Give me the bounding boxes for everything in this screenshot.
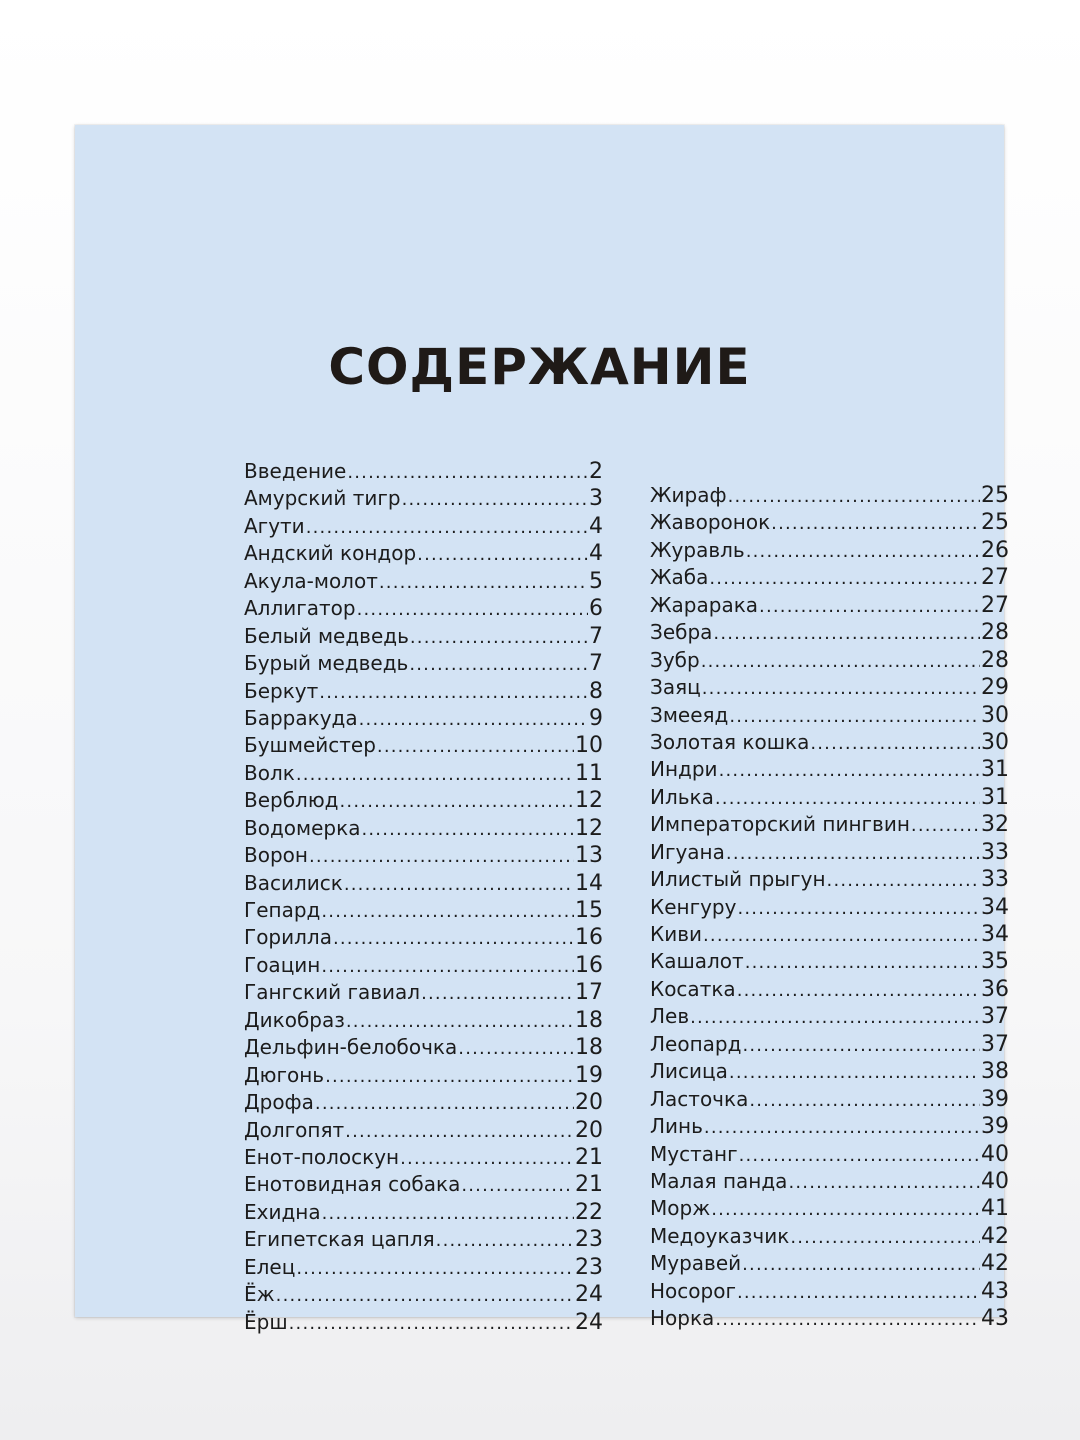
toc-entry-page-number: 25 — [981, 510, 1009, 536]
toc-entry-title: Волк — [244, 760, 295, 785]
toc-entry — [650, 1113, 1009, 1140]
toc-leader-dots — [788, 1169, 980, 1196]
toc-entry — [650, 1086, 1009, 1113]
toc-entry-title: Золотая кошка — [650, 729, 810, 754]
toc-leader-dots — [715, 785, 980, 812]
toc-entry-title: Зубр — [650, 647, 700, 672]
toc-entry-page-number: 37 — [981, 1004, 1009, 1030]
toc-entry — [244, 485, 603, 512]
toc-leader-dots — [309, 843, 574, 870]
toc-entry — [650, 976, 1009, 1003]
toc-entry-title: Елец — [244, 1254, 296, 1279]
toc-leader-dots — [321, 898, 574, 925]
toc-entry-title: Илистый прыгун — [650, 867, 826, 892]
toc-entry-page-number: 31 — [981, 757, 1009, 783]
toc-entry-title: Линь — [650, 1114, 703, 1139]
toc-entry — [650, 619, 1009, 646]
toc-entry-title: Малая панда — [650, 1168, 788, 1193]
toc-entry — [244, 870, 603, 897]
toc-leader-dots — [340, 788, 574, 815]
toc-entry — [650, 564, 1009, 591]
toc-entry-title: Индри — [650, 757, 718, 782]
toc-entry-page-number: 16 — [575, 952, 603, 978]
toc-leader-dots — [702, 675, 980, 702]
toc-leader-dots — [771, 510, 980, 537]
toc-entry-title: Дельфин-белобочка — [244, 1035, 458, 1060]
toc-entry — [244, 760, 603, 787]
toc-entry-page-number: 36 — [981, 976, 1009, 1002]
toc-leader-dots — [711, 1196, 980, 1223]
toc-entry-page-number: 30 — [981, 729, 1009, 755]
toc-entry-title: Дюгонь — [244, 1062, 325, 1087]
toc-leader-dots — [810, 730, 980, 757]
page-title: СОДЕРЖАНИЕ — [328, 338, 751, 396]
toc-entry-page-number: 25 — [981, 483, 1009, 508]
toc-entry-title: Бушмейстер — [244, 733, 376, 758]
toc-leader-dots — [377, 733, 574, 760]
toc-entry — [650, 1223, 1009, 1250]
toc-leader-dots — [737, 895, 980, 922]
toc-entry-title: Жарарака — [650, 592, 759, 617]
toc-entry — [650, 1195, 1009, 1222]
toc-entry — [650, 839, 1009, 866]
toc-leader-dots — [729, 703, 980, 730]
toc-column-left — [244, 458, 603, 1336]
toc-entry-title: Ёж — [244, 1282, 275, 1307]
toc-entry-title: Гепард — [244, 898, 321, 922]
toc-entry-page-number: 33 — [981, 867, 1009, 893]
toc-entry-page-number: 4 — [589, 513, 603, 539]
toc-entry — [244, 897, 603, 924]
toc-entry-title: Белый медведь — [244, 623, 409, 648]
toc-entry — [244, 1226, 603, 1253]
toc-entry-title: Амурский тигр — [244, 486, 401, 511]
toc-entry — [244, 568, 603, 595]
toc-entry — [650, 647, 1009, 674]
toc-entry-page-number: 35 — [981, 949, 1009, 975]
toc-entry-title: Медоуказчик — [650, 1223, 790, 1248]
toc-entry-page-number: 8 — [589, 678, 603, 704]
toc-entry-title: Мустанг — [650, 1141, 738, 1166]
toc-entry-title: Киви — [650, 922, 702, 946]
toc-entry-page-number: 26 — [981, 537, 1009, 563]
toc-entry-title: Египетская цапля — [244, 1227, 435, 1252]
toc-leader-dots — [742, 1032, 980, 1059]
toc-entry-title: Лев — [650, 1004, 690, 1029]
toc-leader-dots — [709, 565, 980, 592]
toc-entry-title: Ехидна — [244, 1199, 321, 1224]
toc-leader-dots — [745, 949, 980, 976]
toc-entry — [650, 921, 1009, 948]
toc-leader-dots — [333, 925, 574, 952]
toc-leader-dots — [461, 1172, 574, 1199]
toc-leader-dots — [728, 483, 980, 510]
toc-leader-dots — [690, 1004, 980, 1031]
toc-entry — [244, 595, 603, 622]
toc-entry — [244, 623, 603, 650]
toc-entry-title: Кенгуру — [650, 894, 737, 919]
toc-entry-title: Гангский гавиал — [244, 980, 421, 1005]
toc-entry-page-number: 30 — [981, 702, 1009, 728]
toc-entry-page-number: 32 — [981, 812, 1009, 838]
toc-leader-dots — [276, 1282, 574, 1309]
toc-entry-page-number: 39 — [981, 1086, 1009, 1112]
toc-entry-page-number: 22 — [575, 1199, 603, 1225]
toc-entry-page-number: 5 — [589, 568, 603, 594]
toc-entry-title: Барракуда — [244, 705, 358, 730]
toc-entry-title: Беркут — [244, 678, 319, 703]
toc-leader-dots — [737, 1279, 980, 1306]
toc-entry-page-number: 4 — [589, 541, 603, 567]
toc-leader-dots — [379, 569, 588, 596]
toc-entry — [244, 1034, 603, 1061]
toc-entry-title: Императорский пингвин — [650, 812, 910, 837]
toc-entry — [650, 592, 1009, 619]
toc-entry-page-number: 28 — [981, 620, 1009, 646]
toc-leader-dots — [719, 757, 980, 784]
toc-entry-title: Морж — [650, 1196, 711, 1221]
toc-entry-title: Жаворонок — [650, 510, 771, 535]
toc-entry-page-number: 23 — [575, 1227, 603, 1253]
toc-entry-title: Аллигатор — [244, 596, 356, 621]
toc-entry-title: Енот-полоскун — [244, 1144, 400, 1169]
toc-entry-page-number: 11 — [575, 760, 603, 786]
toc-entry-title: Дрофа — [244, 1090, 314, 1115]
toc-entry-page-number: 43 — [981, 1278, 1009, 1304]
toc-entry-page-number: 17 — [575, 980, 603, 1006]
toc-leader-dots — [742, 1251, 980, 1278]
toc-entry-title: Андский кондор — [244, 541, 417, 566]
toc-leader-dots — [409, 651, 588, 678]
toc-leader-dots — [296, 1255, 574, 1282]
toc-entry-page-number: 29 — [981, 675, 1009, 701]
toc-entry-title: Кашалот — [650, 949, 744, 974]
toc-entry-title: Енотовидная собака — [244, 1172, 461, 1197]
toc-leader-dots — [701, 648, 980, 675]
toc-entry-title: Введение — [244, 459, 347, 483]
toc-leader-dots — [759, 593, 980, 620]
toc-entry — [650, 1031, 1009, 1058]
toc-leader-dots — [346, 1008, 574, 1035]
toc-leader-dots — [306, 514, 588, 541]
toc-entry — [650, 1250, 1009, 1277]
toc-entry-page-number: 41 — [981, 1196, 1009, 1222]
toc-leader-dots — [704, 1114, 980, 1141]
toc-entry-title: Василиск — [244, 870, 343, 895]
toc-entry-title: Норка — [650, 1306, 715, 1331]
toc-leader-dots — [715, 1306, 980, 1333]
toc-leader-dots — [315, 1090, 574, 1117]
toc-entry-title: Илька — [650, 784, 714, 809]
toc-entry — [650, 948, 1009, 975]
toc-entry-page-number: 24 — [575, 1309, 603, 1335]
toc-entry-page-number: 33 — [981, 839, 1009, 865]
toc-entry-title: Журавль — [650, 537, 745, 562]
toc-entry-title: Агути — [244, 513, 305, 538]
toc-entry-page-number: 28 — [981, 647, 1009, 673]
toc-entry-page-number: 20 — [575, 1090, 603, 1116]
toc-entry — [244, 732, 603, 759]
toc-entry-title: Косатка — [650, 976, 736, 1001]
toc-entry-title: Ворон — [244, 843, 308, 868]
toc-entry — [244, 842, 603, 869]
toc-entry-page-number: 2 — [589, 459, 603, 484]
toc-entry-title: Верблюд — [244, 788, 339, 813]
toc-entry — [650, 509, 1009, 536]
toc-entry — [650, 674, 1009, 701]
toc-entry-page-number: 15 — [575, 898, 603, 923]
toc-entry-title: Долгопят — [244, 1117, 345, 1142]
toc-entry-title: Леопард — [650, 1031, 742, 1056]
toc-entry — [650, 894, 1009, 921]
toc-leader-dots — [749, 1087, 980, 1114]
toc-entry-page-number: 34 — [981, 922, 1009, 947]
toc-entry-page-number: 24 — [575, 1282, 603, 1308]
toc-entry-title: Лисица — [650, 1059, 728, 1084]
toc-entry — [244, 1171, 603, 1198]
toc-leader-dots — [322, 1200, 574, 1227]
toc-entry-page-number: 37 — [981, 1031, 1009, 1057]
toc-entry — [650, 537, 1009, 564]
book-page — [75, 125, 1009, 1335]
toc-entry — [650, 1278, 1009, 1305]
toc-entry — [244, 1007, 603, 1034]
toc-entry-title: Горилла — [244, 925, 332, 950]
toc-entry — [244, 513, 603, 540]
toc-entry-title: Водомерка — [244, 815, 361, 840]
toc-leader-dots — [296, 761, 574, 788]
toc-entry — [244, 540, 603, 567]
toc-entry — [244, 1089, 603, 1116]
toc-entry — [244, 924, 603, 951]
toc-leader-dots — [344, 871, 574, 898]
toc-entry-page-number: 21 — [575, 1144, 603, 1170]
toc-entry-title: Зебра — [650, 620, 713, 645]
toc-entry-page-number: 42 — [981, 1251, 1009, 1277]
toc-entry — [650, 702, 1009, 729]
toc-entry-title: Дикобраз — [244, 1007, 345, 1032]
toc-entry — [650, 784, 1009, 811]
toc-entry-page-number: 38 — [981, 1059, 1009, 1085]
toc-entry — [244, 1254, 603, 1281]
toc-entry — [650, 729, 1009, 756]
toc-entry — [650, 1141, 1009, 1168]
toc-entry-title: Жаба — [650, 565, 709, 590]
toc-entry — [244, 458, 603, 485]
toc-leader-dots — [746, 538, 980, 565]
toc-entry — [244, 1281, 603, 1308]
toc-leader-dots — [737, 977, 980, 1004]
toc-leader-dots — [417, 541, 588, 568]
toc-leader-dots — [911, 812, 980, 839]
toc-leader-dots — [325, 1063, 574, 1090]
toc-entry — [650, 1305, 1009, 1332]
toc-entry-page-number: 34 — [981, 894, 1009, 920]
toc-entry-page-number: 18 — [575, 1007, 603, 1033]
toc-leader-dots — [410, 624, 588, 651]
toc-leader-dots — [361, 816, 574, 843]
toc-entry-page-number: 16 — [575, 925, 603, 951]
toc-leader-dots — [739, 1142, 980, 1169]
toc-leader-dots — [357, 596, 588, 623]
toc-entry-title: Муравей — [650, 1251, 742, 1276]
toc-entry-title: Бурый медведь — [244, 651, 409, 676]
toc-entry — [244, 1309, 603, 1336]
toc-entry — [244, 1144, 603, 1171]
toc-entry — [244, 1117, 603, 1144]
toc-entry-page-number: 40 — [981, 1141, 1009, 1167]
toc-leader-dots — [421, 980, 574, 1007]
toc-entry-page-number: 6 — [589, 596, 603, 622]
toc-entry-page-number: 18 — [575, 1035, 603, 1061]
toc-entry — [244, 1199, 603, 1226]
toc-entry — [650, 1168, 1009, 1195]
toc-leader-dots — [726, 840, 980, 867]
toc-leader-dots — [289, 1310, 574, 1337]
toc-leader-dots — [402, 486, 588, 513]
toc-entry — [650, 756, 1009, 783]
toc-leader-dots — [347, 459, 588, 486]
toc-entry-page-number: 21 — [575, 1172, 603, 1198]
toc-entry — [244, 952, 603, 979]
toc-column-right — [650, 482, 1009, 1333]
toc-entry — [244, 705, 603, 732]
toc-entry-page-number: 14 — [575, 870, 603, 896]
toc-entry-page-number: 42 — [981, 1223, 1009, 1249]
toc-entry-title: Носорог — [650, 1278, 736, 1303]
toc-entry-page-number: 23 — [575, 1254, 603, 1280]
toc-entry — [244, 787, 603, 814]
toc-entry-page-number: 20 — [575, 1117, 603, 1143]
toc-entry-title: Гоацин — [244, 952, 321, 977]
toc-entry-page-number: 31 — [981, 784, 1009, 810]
toc-leader-dots — [729, 1059, 980, 1086]
toc-entry-title: Ласточка — [650, 1086, 749, 1111]
toc-entry — [650, 1003, 1009, 1030]
toc-entry-page-number: 43 — [981, 1306, 1009, 1332]
toc-leader-dots — [359, 706, 588, 733]
toc-leader-dots — [713, 620, 980, 647]
toc-entry-page-number: 7 — [589, 623, 603, 649]
toc-entry-page-number: 9 — [589, 705, 603, 731]
toc-entry-page-number: 10 — [575, 733, 603, 759]
toc-entry-page-number: 12 — [575, 815, 603, 841]
toc-leader-dots — [319, 679, 588, 706]
toc-entry — [244, 979, 603, 1006]
toc-entry — [244, 815, 603, 842]
toc-leader-dots — [827, 867, 980, 894]
toc-entry — [650, 811, 1009, 838]
toc-entry — [244, 650, 603, 677]
toc-leader-dots — [790, 1224, 980, 1251]
toc-entry-page-number: 27 — [981, 565, 1009, 591]
toc-leader-dots — [703, 922, 980, 949]
toc-leader-dots — [345, 1118, 574, 1145]
toc-leader-dots — [436, 1227, 574, 1254]
toc-entry-page-number: 27 — [981, 592, 1009, 618]
toc-leader-dots — [321, 953, 574, 980]
toc-entry — [244, 678, 603, 705]
toc-entry-page-number: 19 — [575, 1062, 603, 1088]
toc-entry-page-number: 40 — [981, 1168, 1009, 1194]
toc-entry — [244, 1062, 603, 1089]
toc-entry-title: Заяц — [650, 675, 701, 700]
toc-entry-page-number: 7 — [589, 651, 603, 677]
toc-entry-page-number: 13 — [575, 843, 603, 869]
toc-entry-title: Акула-молот — [244, 568, 378, 593]
toc-entry-title: Змееяд — [650, 702, 729, 727]
toc-entry-page-number: 3 — [589, 486, 603, 512]
toc-entry-title: Ёрш — [244, 1309, 288, 1334]
toc-leader-dots — [400, 1145, 574, 1172]
toc-entry-title: Жираф — [650, 483, 727, 507]
toc-entry-title: Игуана — [650, 839, 725, 864]
toc-entry — [650, 866, 1009, 893]
toc-entry — [650, 1058, 1009, 1085]
toc-entry-page-number: 12 — [575, 788, 603, 814]
toc-entry — [650, 482, 1009, 509]
toc-leader-dots — [458, 1035, 574, 1062]
toc-entry-page-number: 39 — [981, 1114, 1009, 1140]
